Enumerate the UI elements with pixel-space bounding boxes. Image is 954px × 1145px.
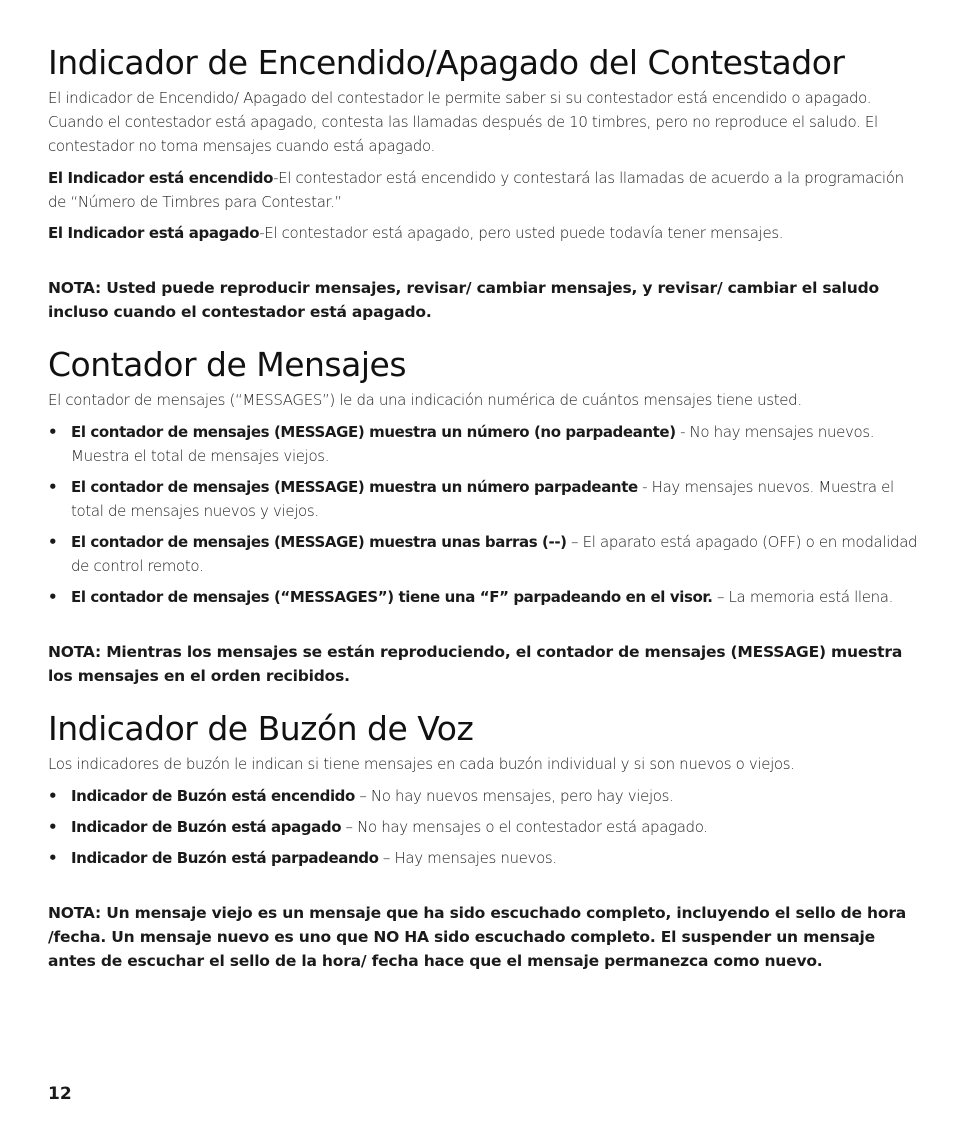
item-label: Indicador de Buzón está apagado: [71, 818, 342, 836]
section-title-message-counter: Contador de Mensajes: [48, 345, 407, 384]
list-item: [48, 846, 918, 870]
bullet-icon: •: [48, 849, 58, 867]
list-item: [48, 815, 918, 839]
list-item: [48, 420, 918, 468]
list-item: [48, 784, 918, 808]
bullet-icon: •: [48, 478, 58, 496]
note: NOTA: Usted puede reproducir mensajes, revisar/ cambiar mensajes, y revisar/ cambiar el saludo incluso cuando el contestador está apagado.: [48, 279, 879, 321]
bullet-icon: •: [48, 818, 58, 836]
item-text: – La memoria está llena.: [712, 588, 894, 606]
item-text: -El contestador está encendido y contestará las llamadas de acuerdo a la programación de “Número de Timbres para Contestar.”: [48, 169, 904, 211]
item-text: – No hay mensajes o el contestador está apagado.: [341, 818, 708, 836]
indicator-on-item: [48, 166, 918, 214]
list-item: [48, 475, 918, 523]
note: NOTA: Mientras los mensajes se están reproduciendo, el contador de mensajes (MESSAGE) muestra los mensajes en el orden recibidos.: [48, 643, 903, 685]
list-item: [48, 530, 918, 578]
item-text: – Hay mensajes nuevos.: [378, 849, 557, 867]
list-item: [48, 585, 918, 609]
section-intro: El contador de mensajes (“MESSAGES”) le da una indicación numérica de cuántos mensajes tiene usted.: [48, 391, 802, 409]
bullet-icon: •: [48, 533, 58, 551]
section-intro: Los indicadores de buzón le indican si tiene mensajes en cada buzón individual y si son nuevos o viejos.: [48, 755, 795, 773]
item-label: El Indicador está apagado: [48, 224, 260, 242]
item-label: Indicador de Buzón está parpadeando: [71, 849, 379, 867]
note: NOTA: Un mensaje viejo es un mensaje que ha sido escuchado completo, incluyendo el sello de hora /fecha. Un mensaje nuevo es uno que NO HA sido escuchado completo. El suspender un mensaje antes de escuchar el sello de la hora/ fecha hace que el mensaje permanezca como nuevo.: [48, 904, 907, 970]
bullet-icon: •: [48, 588, 58, 606]
item-label: El contador de mensajes (MESSAGE) muestra un número (no parpadeante): [71, 423, 676, 441]
item-text: - No hay mensajes nuevos. Muestra el total de mensajes viejos.: [71, 423, 875, 465]
item-label: El Indicador está encendido: [48, 169, 274, 187]
message-counter-list: [48, 420, 918, 609]
page-number: 12: [48, 1084, 72, 1104]
item-text: – No hay nuevos mensajes, pero hay viejos.: [354, 787, 674, 805]
item-label: El contador de mensajes (MESSAGE) muestra un número parpadeante: [71, 478, 638, 496]
indicator-off-item: [48, 221, 918, 245]
voicemail-indicator-list: [48, 784, 918, 870]
item-label: El contador de mensajes (MESSAGE) muestra unas barras (--): [71, 533, 567, 551]
item-text: -El contestador está apagado, pero usted puede todavía tener mensajes.: [259, 224, 784, 242]
page-content: [48, 40, 918, 973]
item-label: Indicador de Buzón está encendido: [71, 787, 355, 805]
section-title-voicemail-indicator: Indicador de Buzón de Voz: [48, 709, 474, 748]
item-text: – El aparato está apagado (OFF) o en modalidad de control remoto.: [71, 533, 918, 575]
bullet-icon: •: [48, 787, 58, 805]
section-intro: El indicador de Encendido/ Apagado del contestador le permite saber si su contestador está encendido o apagado. Cuando el contestador está apagado, contesta las llamadas después de 10 timbres, pero no reproduce el saludo. El contestador no toma mensajes cuando está apagado.: [48, 89, 878, 155]
bullet-icon: •: [48, 423, 58, 441]
section-title-answerer-indicator: Indicador de Encendido/Apagado del Contestador: [48, 43, 845, 82]
item-label: El contador de mensajes (“MESSAGES”) tiene una “F” parpadeando en el visor.: [71, 588, 713, 606]
item-text: - Hay mensajes nuevos. Muestra el total de mensajes nuevos y viejos.: [71, 478, 894, 520]
